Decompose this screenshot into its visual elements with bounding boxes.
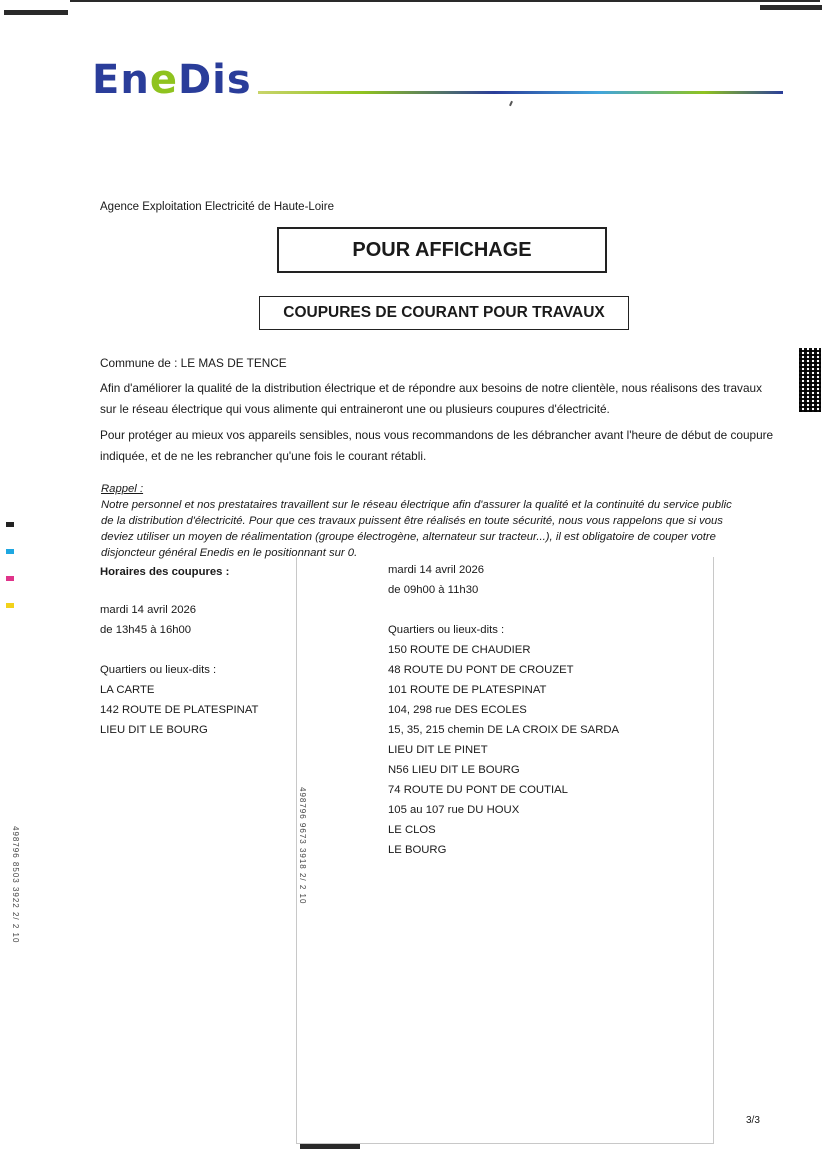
- rappel-line-3: deviez utiliser un moyen de réalimentation (groupe électrogène, alternateur sur tracteur...), il est obligatoire de couper votre: [101, 531, 716, 543]
- agency-name: Agence Exploitation Electricité de Haute-Loire: [100, 201, 334, 213]
- scan-top-rule: [70, 0, 820, 2]
- rappel-line-2: de la distribution d'électricité. Pour que ces travaux puissent être réalisés en toute sécurité, nous vous rappelons que si vous: [101, 515, 723, 527]
- display-notice-title: POUR AFFICHAGE: [352, 238, 532, 261]
- scan-mark-top-left: [4, 10, 68, 15]
- intro-p1-line2: sur le réseau électrique qui vous alimente qui entraineront une ou plusieurs coupures d'électricité.: [100, 402, 610, 416]
- left-places-label: Quartiers ou lieux-dits :: [100, 664, 217, 676]
- rappel-line-4: disjoncteur général Enedis en le positionnant sur 0.: [101, 547, 358, 559]
- list-item: LIEU DIT LE PINET: [388, 744, 488, 756]
- intro-paragraph-2: [100, 425, 773, 467]
- list-item: 74 ROUTE DU PONT DE COUTIAL: [388, 784, 568, 796]
- logo-rule: [258, 91, 783, 94]
- list-item: 142 ROUTE DE PLATESPINAT: [100, 704, 259, 716]
- schedule-heading: Horaires des coupures :: [100, 566, 230, 578]
- rappel-block: [101, 481, 732, 561]
- subject-title: COUPURES DE COURANT POUR TRAVAUX: [283, 304, 605, 321]
- left-date: mardi 14 avril 2026: [100, 604, 197, 616]
- rappel-line-1: Notre personnel et nos prestataires travaillent sur le réseau électrique afin d'assurer la qualité et la continuité du service public: [101, 499, 732, 511]
- margin-code-panel: 498796 9673 3918 2/ 2 10: [298, 787, 307, 905]
- right-time: de 09h00 à 11h30: [388, 584, 479, 596]
- swatch-yellow: [6, 603, 14, 608]
- list-item: 15, 35, 215 chemin DE LA CROIX DE SARDA: [388, 724, 620, 736]
- display-notice-box: [277, 227, 607, 273]
- list-item: LA CARTE: [100, 684, 155, 696]
- scan-mark-top-right: [760, 5, 822, 10]
- left-time: de 13h45 à 16h00: [100, 624, 192, 636]
- intro-p1-line1: Afin d'améliorer la qualité de la distribution électrique et de répondre aux besoins de notre clientèle, nous réalisons des travaux: [100, 381, 762, 395]
- intro-p2-line1: Pour protéger au mieux vos appareils sensibles, nous vous recommandons de les débrancher avant l'heure de début de coupure: [100, 428, 774, 442]
- list-item: 105 au 107 rue DU HOUX: [388, 804, 520, 816]
- rappel-title: Rappel :: [101, 483, 144, 495]
- scan-mark-bottom: [300, 1144, 360, 1149]
- list-item: N56 LIEU DIT LE BOURG: [388, 764, 520, 776]
- commune-line: Commune de : LE MAS DE TENCE: [100, 356, 287, 370]
- list-item: 150 ROUTE DE CHAUDIER: [388, 644, 531, 656]
- subject-box: [259, 296, 629, 330]
- schedule-left: [100, 562, 258, 740]
- list-item: 104, 298 rue DES ECOLES: [388, 704, 527, 716]
- datamatrix-code: [799, 348, 821, 412]
- swatch-cyan: [6, 549, 14, 554]
- list-item: 101 ROUTE DE PLATESPINAT: [388, 684, 547, 696]
- list-item: LE CLOS: [388, 824, 436, 836]
- schedule-right: [388, 560, 619, 860]
- right-places-label: Quartiers ou lieux-dits :: [388, 624, 505, 636]
- logo-suffix: Dis: [177, 57, 252, 103]
- stray-mark: [509, 101, 513, 106]
- list-item: 48 ROUTE DU PONT DE CROUZET: [388, 664, 574, 676]
- swatch-magenta: [6, 576, 14, 581]
- list-item: LE BOURG: [388, 844, 447, 856]
- logo-accent: e: [149, 57, 178, 103]
- page-number: 3/3: [746, 1115, 760, 1126]
- enedis-logo: [92, 57, 252, 103]
- intro-p2-line2: indiquée, et de ne les rebrancher qu'une fois le courant rétabli.: [100, 449, 427, 463]
- margin-code-left: 498796 8503 3922 2/ 2 10: [11, 826, 20, 944]
- logo-prefix: En: [92, 57, 150, 103]
- intro-paragraph-1: [100, 378, 762, 420]
- swatch-black: [6, 522, 14, 527]
- right-date: mardi 14 avril 2026: [388, 564, 485, 576]
- list-item: LIEU DIT LE BOURG: [100, 724, 208, 736]
